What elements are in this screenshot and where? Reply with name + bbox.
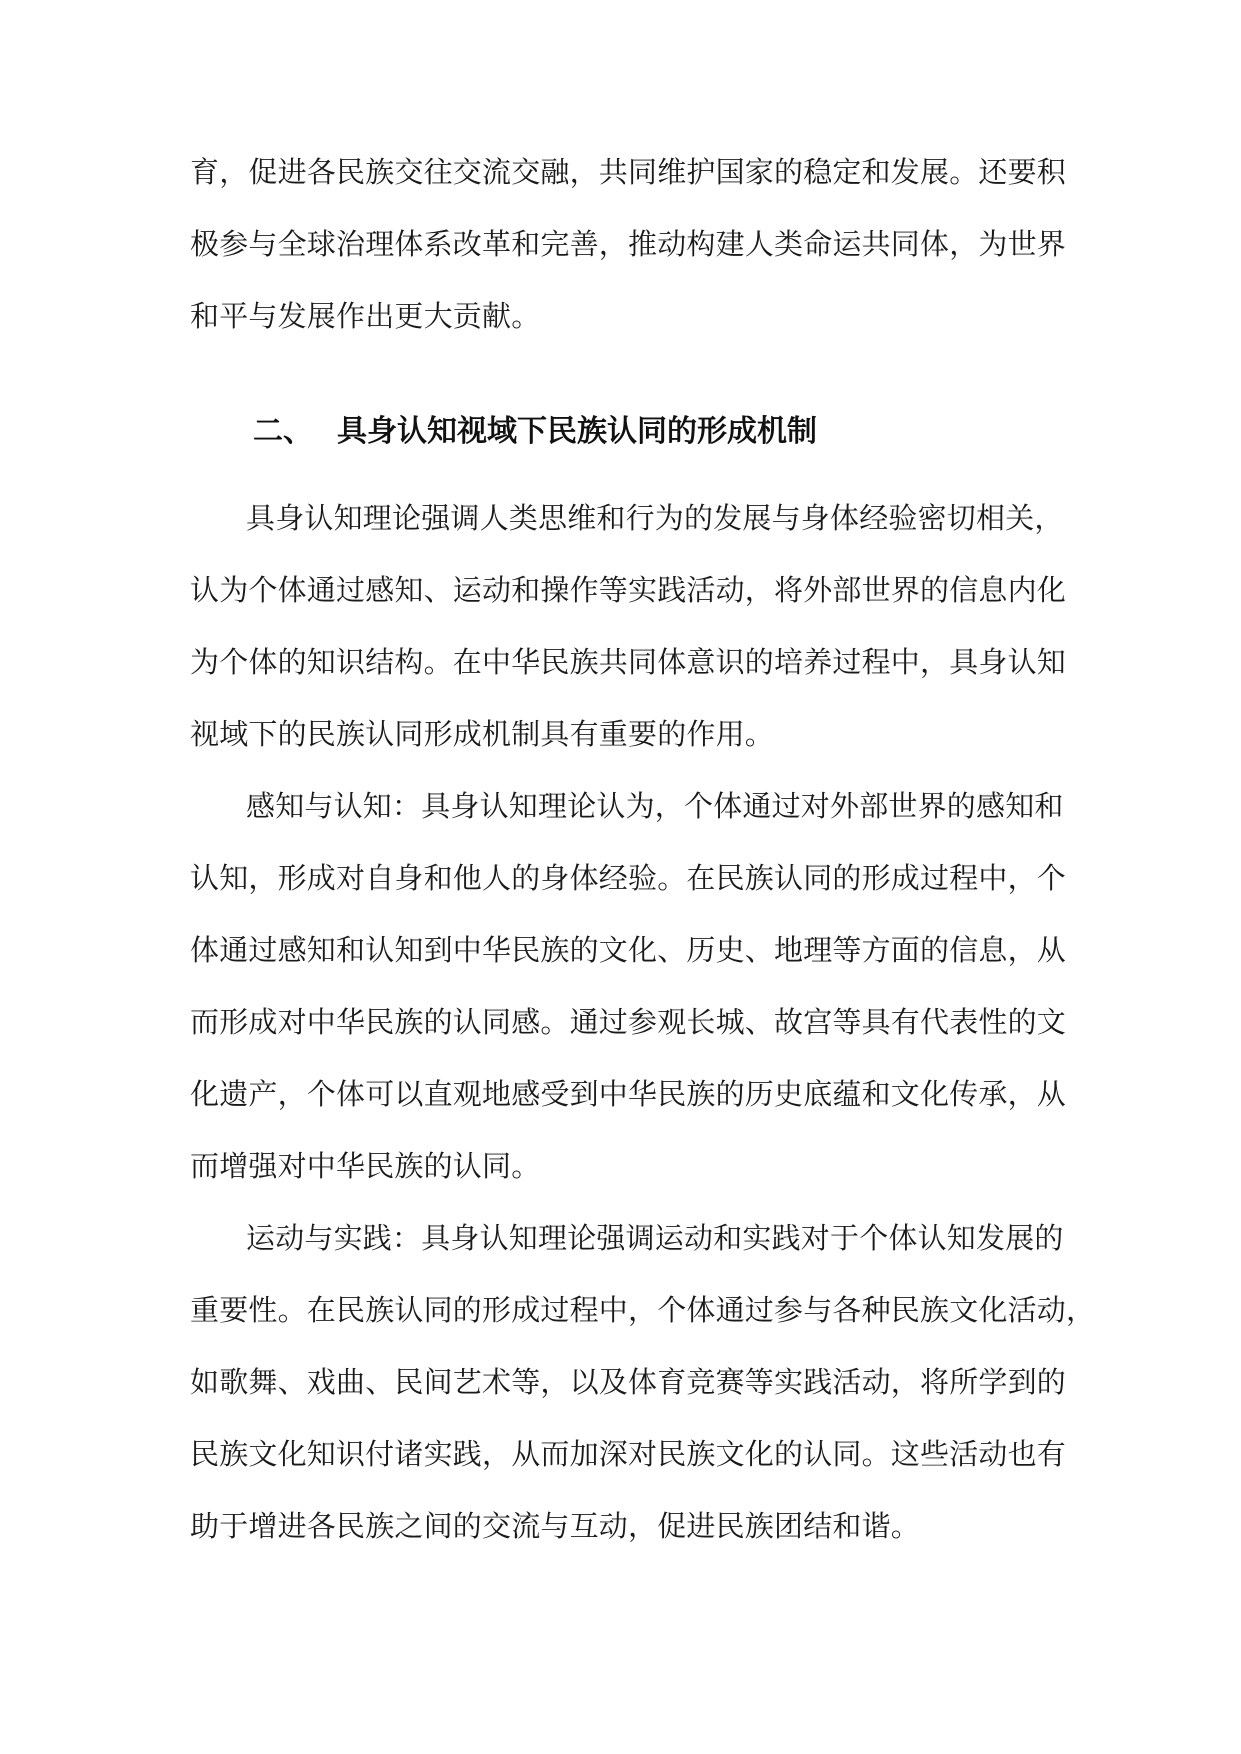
- body-text-line: 重要性。在民族认同的形成过程中，个体通过参与各种民族文化活动，: [190, 1293, 1096, 1327]
- body-text-line: 和平与发展作出更大贡献。: [190, 299, 541, 333]
- body-text-line: 运动与实践：具身认知理论强调运动和实践对于个体认知发展的: [246, 1221, 1064, 1255]
- body-text-line: 育，促进各民族交往交流交融，共同维护国家的稳定和发展。还要积: [190, 155, 1067, 189]
- section-number: 二、: [253, 414, 313, 449]
- body-text-line: 认知，形成对自身和他人的身体经验。在民族认同的形成过程中，个: [190, 861, 1067, 895]
- body-text-line: 如歌舞、戏曲、民间艺术等，以及体育竞赛等实践活动，将所学到的: [190, 1365, 1067, 1399]
- body-text-line: 视域下的民族认同形成机制具有重要的作用。: [190, 717, 775, 751]
- body-text-line: 化遗产，个体可以直观地感受到中华民族的历史底蕴和文化传承，从: [190, 1077, 1067, 1111]
- section-title: 具身认知视域下民族认同的形成机制: [337, 414, 817, 449]
- body-text-line: 极参与全球治理体系改革和完善，推动构建人类命运共同体，为世界: [190, 227, 1067, 261]
- body-text-line: 体通过感知和认知到中华民族的文化、历史、地理等方面的信息，从: [190, 933, 1067, 967]
- body-text-line: 具身认知理论强调人类思维和行为的发展与身体经验密切相关，: [246, 501, 1064, 535]
- body-text-line: 感知与认知：具身认知理论认为，个体通过对外部世界的感知和: [246, 789, 1064, 823]
- body-text-line: 助于增进各民族之间的交流与互动，促进民族团结和谐。: [190, 1509, 921, 1543]
- body-text-line: 而形成对中华民族的认同感。通过参观长城、故宫等具有代表性的文: [190, 1005, 1067, 1039]
- section-heading: [253, 410, 817, 454]
- body-text-line: 民族文化知识付诸实践，从而加深对民族文化的认同。这些活动也有: [190, 1437, 1067, 1471]
- body-text-line: 而增强对中华民族的认同。: [190, 1149, 541, 1183]
- body-text-line: 认为个体通过感知、运动和操作等实践活动，将外部世界的信息内化: [190, 573, 1067, 607]
- body-text-line: 为个体的知识结构。在中华民族共同体意识的培养过程中，具身认知: [190, 645, 1067, 679]
